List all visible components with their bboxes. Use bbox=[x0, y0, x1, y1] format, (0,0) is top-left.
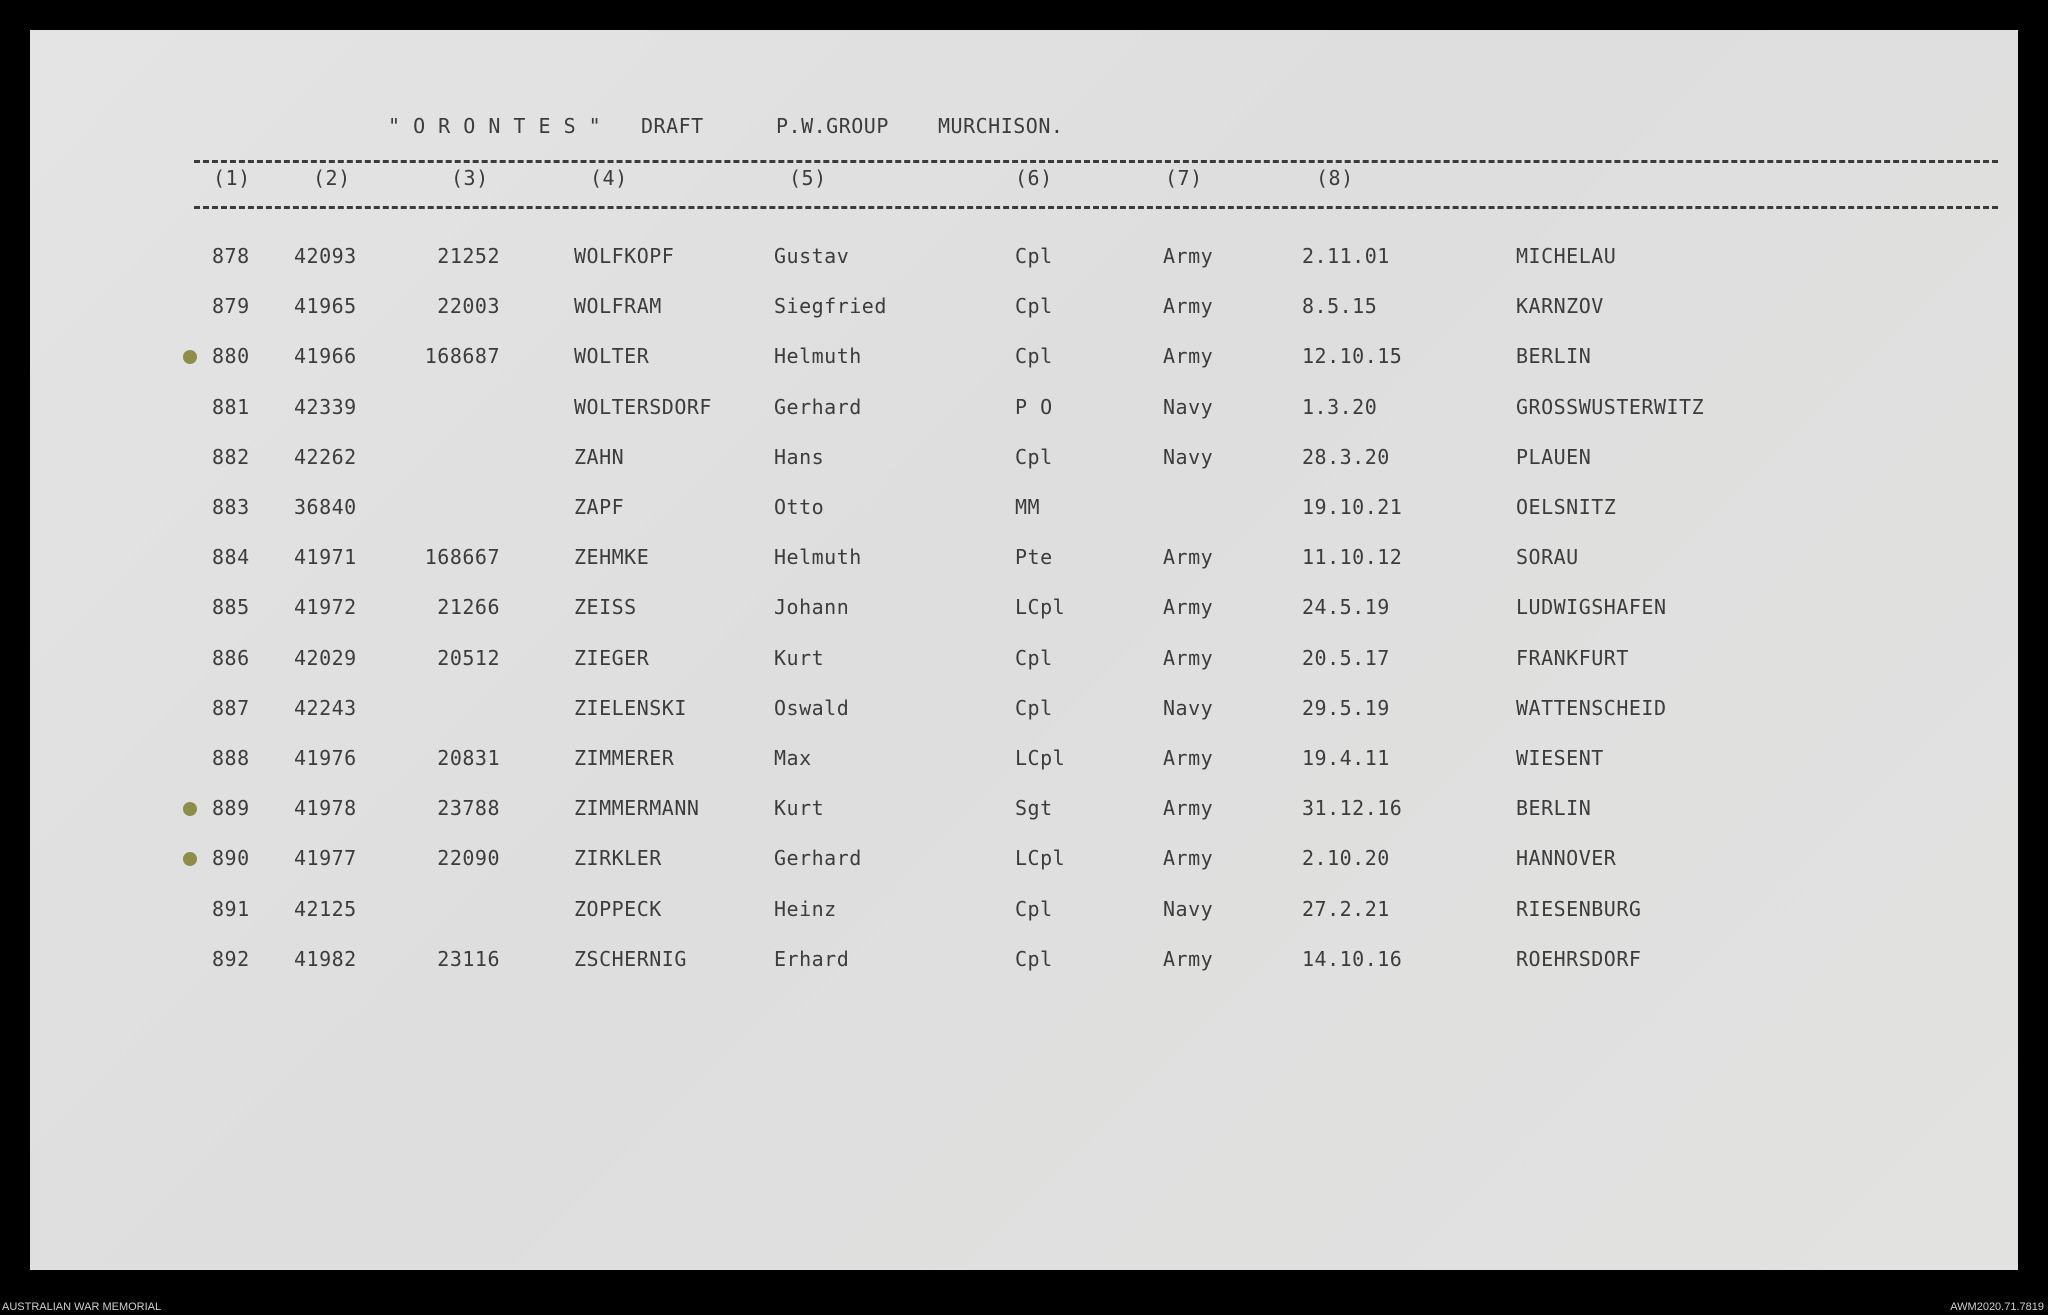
row-marker-dot bbox=[183, 350, 197, 364]
rank: Pte bbox=[1015, 545, 1053, 569]
header-rule-bottom bbox=[194, 206, 1998, 209]
service-branch: Navy bbox=[1163, 696, 1214, 720]
date-of-birth: 14.10.16 bbox=[1302, 947, 1403, 971]
first-name: Johann bbox=[774, 595, 850, 619]
rank: LCpl bbox=[1015, 746, 1066, 770]
place-of-birth: OELSNITZ bbox=[1516, 495, 1617, 519]
rank: Sgt bbox=[1015, 796, 1053, 820]
row-number: 880 bbox=[212, 344, 250, 368]
first-name: Kurt bbox=[774, 646, 825, 670]
place-of-birth: BERLIN bbox=[1516, 796, 1592, 820]
date-of-birth: 1.3.20 bbox=[1302, 395, 1378, 419]
place-of-birth: LUDWIGSHAFEN bbox=[1516, 595, 1667, 619]
service-branch: Army bbox=[1163, 846, 1214, 870]
service-number: 168667 bbox=[424, 545, 500, 569]
service-number: 21266 bbox=[437, 595, 500, 619]
column-header-8: (8) bbox=[1316, 166, 1354, 190]
row-marker-dot bbox=[183, 802, 197, 816]
date-of-birth: 11.10.12 bbox=[1302, 545, 1403, 569]
title-ship: " O R O N T E S " bbox=[388, 114, 602, 138]
surname: ZIMMERMANN bbox=[574, 796, 700, 820]
service-branch: Army bbox=[1163, 947, 1214, 971]
row-number: 879 bbox=[212, 294, 250, 318]
place-of-birth: MICHELAU bbox=[1516, 244, 1617, 268]
service-number: 20512 bbox=[437, 646, 500, 670]
place-of-birth: RIESENBURG bbox=[1516, 897, 1642, 921]
first-name: Heinz bbox=[774, 897, 837, 921]
service-branch: Army bbox=[1163, 595, 1214, 619]
date-of-birth: 20.5.17 bbox=[1302, 646, 1390, 670]
surname: WOLTER bbox=[574, 344, 650, 368]
pw-number: 41976 bbox=[294, 746, 357, 770]
first-name: Otto bbox=[774, 495, 825, 519]
place-of-birth: BERLIN bbox=[1516, 344, 1592, 368]
row-number: 882 bbox=[212, 445, 250, 469]
row-number: 889 bbox=[212, 796, 250, 820]
date-of-birth: 19.10.21 bbox=[1302, 495, 1403, 519]
service-number: 21252 bbox=[437, 244, 500, 268]
service-branch: Navy bbox=[1163, 395, 1214, 419]
service-branch: Navy bbox=[1163, 445, 1214, 469]
pw-number: 41972 bbox=[294, 595, 357, 619]
pw-number: 42125 bbox=[294, 897, 357, 921]
date-of-birth: 2.10.20 bbox=[1302, 846, 1390, 870]
place-of-birth: KARNZOV bbox=[1516, 294, 1604, 318]
pw-number: 41965 bbox=[294, 294, 357, 318]
surname: ZIRKLER bbox=[574, 846, 662, 870]
rank: Cpl bbox=[1015, 294, 1053, 318]
service-number: 23788 bbox=[437, 796, 500, 820]
title-location: MURCHISON. bbox=[938, 114, 1064, 138]
header-rule-top bbox=[194, 160, 1998, 163]
first-name: Gerhard bbox=[774, 846, 862, 870]
pw-number: 36840 bbox=[294, 495, 357, 519]
row-number: 878 bbox=[212, 244, 250, 268]
rank: P O bbox=[1015, 395, 1053, 419]
document-page bbox=[30, 30, 2018, 1270]
row-number: 883 bbox=[212, 495, 250, 519]
surname: ZIELENSKI bbox=[574, 696, 687, 720]
first-name: Siegfried bbox=[774, 294, 887, 318]
row-number: 891 bbox=[212, 897, 250, 921]
rank: Cpl bbox=[1015, 696, 1053, 720]
first-name: Helmuth bbox=[774, 545, 862, 569]
first-name: Max bbox=[774, 746, 812, 770]
place-of-birth: HANNOVER bbox=[1516, 846, 1617, 870]
surname: ZSCHERNIG bbox=[574, 947, 687, 971]
column-header-3: (3) bbox=[451, 166, 489, 190]
first-name: Kurt bbox=[774, 796, 825, 820]
row-number: 885 bbox=[212, 595, 250, 619]
place-of-birth: GROSSWUSTERWITZ bbox=[1516, 395, 1705, 419]
service-branch: Navy bbox=[1163, 897, 1214, 921]
pw-number: 42262 bbox=[294, 445, 357, 469]
first-name: Gerhard bbox=[774, 395, 862, 419]
pw-number: 42339 bbox=[294, 395, 357, 419]
first-name: Erhard bbox=[774, 947, 850, 971]
row-number: 887 bbox=[212, 696, 250, 720]
pw-number: 42243 bbox=[294, 696, 357, 720]
footer-accession-number: AWM2020.71.7819 bbox=[1950, 1301, 2044, 1313]
rank: LCpl bbox=[1015, 846, 1066, 870]
pw-number: 42029 bbox=[294, 646, 357, 670]
place-of-birth: PLAUEN bbox=[1516, 445, 1592, 469]
surname: ZEHMKE bbox=[574, 545, 650, 569]
service-number: 22090 bbox=[437, 846, 500, 870]
surname: WOLFKOPF bbox=[574, 244, 675, 268]
date-of-birth: 31.12.16 bbox=[1302, 796, 1403, 820]
service-branch: Army bbox=[1163, 344, 1214, 368]
place-of-birth: ROEHRSDORF bbox=[1516, 947, 1642, 971]
first-name: Hans bbox=[774, 445, 825, 469]
footer-archive-label: AUSTRALIAN WAR MEMORIAL bbox=[2, 1301, 162, 1313]
surname: ZAPF bbox=[574, 495, 625, 519]
service-number: 23116 bbox=[437, 947, 500, 971]
place-of-birth: WIESENT bbox=[1516, 746, 1604, 770]
pw-number: 42093 bbox=[294, 244, 357, 268]
title-group: P.W.GROUP bbox=[776, 114, 889, 138]
service-branch: Army bbox=[1163, 746, 1214, 770]
date-of-birth: 29.5.19 bbox=[1302, 696, 1390, 720]
row-marker-dot bbox=[183, 852, 197, 866]
row-number: 881 bbox=[212, 395, 250, 419]
surname: ZIMMERER bbox=[574, 746, 675, 770]
rank: Cpl bbox=[1015, 344, 1053, 368]
surname: WOLFRAM bbox=[574, 294, 662, 318]
row-number: 890 bbox=[212, 846, 250, 870]
date-of-birth: 28.3.20 bbox=[1302, 445, 1390, 469]
column-header-6: (6) bbox=[1015, 166, 1053, 190]
surname: ZIEGER bbox=[574, 646, 650, 670]
service-number: 168687 bbox=[424, 344, 500, 368]
service-branch: Army bbox=[1163, 796, 1214, 820]
surname: ZEISS bbox=[574, 595, 637, 619]
pw-number: 41966 bbox=[294, 344, 357, 368]
pw-number: 41977 bbox=[294, 846, 357, 870]
surname: ZAHN bbox=[574, 445, 625, 469]
service-number: 22003 bbox=[437, 294, 500, 318]
rank: Cpl bbox=[1015, 244, 1053, 268]
service-branch: Army bbox=[1163, 244, 1214, 268]
row-number: 888 bbox=[212, 746, 250, 770]
pw-number: 41978 bbox=[294, 796, 357, 820]
date-of-birth: 24.5.19 bbox=[1302, 595, 1390, 619]
date-of-birth: 27.2.21 bbox=[1302, 897, 1390, 921]
service-branch: Army bbox=[1163, 646, 1214, 670]
column-header-2: (2) bbox=[313, 166, 351, 190]
rank: LCpl bbox=[1015, 595, 1066, 619]
place-of-birth: WATTENSCHEID bbox=[1516, 696, 1667, 720]
column-header-1: (1) bbox=[213, 166, 251, 190]
date-of-birth: 2.11.01 bbox=[1302, 244, 1390, 268]
date-of-birth: 8.5.15 bbox=[1302, 294, 1378, 318]
row-number: 886 bbox=[212, 646, 250, 670]
surname: WOLTERSDORF bbox=[574, 395, 712, 419]
row-number: 892 bbox=[212, 947, 250, 971]
rank: Cpl bbox=[1015, 897, 1053, 921]
service-branch: Army bbox=[1163, 294, 1214, 318]
rank: MM bbox=[1015, 495, 1041, 519]
date-of-birth: 19.4.11 bbox=[1302, 746, 1390, 770]
column-header-7: (7) bbox=[1165, 166, 1203, 190]
first-name: Gustav bbox=[774, 244, 850, 268]
service-branch: Army bbox=[1163, 545, 1214, 569]
pw-number: 41982 bbox=[294, 947, 357, 971]
first-name: Helmuth bbox=[774, 344, 862, 368]
date-of-birth: 12.10.15 bbox=[1302, 344, 1403, 368]
place-of-birth: FRANKFURT bbox=[1516, 646, 1629, 670]
rank: Cpl bbox=[1015, 646, 1053, 670]
service-number: 20831 bbox=[437, 746, 500, 770]
title-draft: DRAFT bbox=[641, 114, 704, 138]
place-of-birth: SORAU bbox=[1516, 545, 1579, 569]
rank: Cpl bbox=[1015, 445, 1053, 469]
column-header-5: (5) bbox=[789, 166, 827, 190]
column-header-4: (4) bbox=[590, 166, 628, 190]
pw-number: 41971 bbox=[294, 545, 357, 569]
surname: ZOPPECK bbox=[574, 897, 662, 921]
first-name: Oswald bbox=[774, 696, 850, 720]
row-number: 884 bbox=[212, 545, 250, 569]
rank: Cpl bbox=[1015, 947, 1053, 971]
